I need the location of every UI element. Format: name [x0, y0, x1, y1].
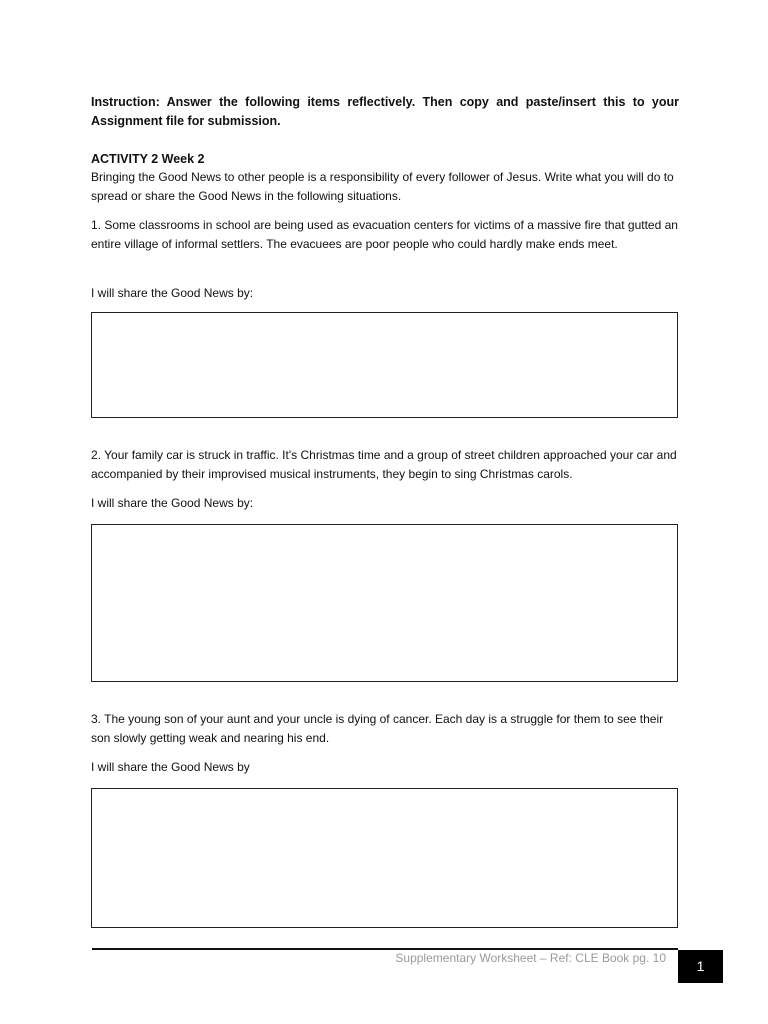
item-1-text: 1. Some classrooms in school are being used as evacuation centers for victims of a massive fire that gutted an entire village of informal settlers. The evacuees are poor people who could hardly make ends meet.: [91, 218, 678, 251]
item-1-answer-box[interactable]: [91, 312, 678, 418]
page-number: 1: [678, 950, 723, 983]
footer-reference: Supplementary Worksheet – Ref: CLE Book pg. 10: [395, 951, 666, 965]
item-2-answer-box[interactable]: [91, 524, 678, 682]
item-1-prompt: I will share the Good News by:: [91, 286, 254, 300]
item-3-answer-box[interactable]: [91, 788, 678, 928]
item-2-prompt: I will share the Good News by:: [91, 496, 254, 510]
instruction-text: Instruction: Answer the following items reflectively. Then copy and paste/insert this to your Assignment file for submission.: [91, 95, 679, 128]
item-3-text: 3. The young son of your aunt and your uncle is dying of cancer. Each day is a struggle for them to see their son slowly getting weak and nearing his end.: [91, 712, 664, 745]
item-3-prompt: I will share the Good News by: [91, 760, 250, 774]
activity-title: ACTIVITY 2 Week 2: [91, 152, 205, 166]
item-2-text: 2. Your family car is struck in traffic. It's Christmas time and a group of street children approached your car and accompanied by their improvised musical instruments, they begin to sing Christmas carols.: [91, 448, 677, 481]
activity-intro: Bringing the Good News to other people is a responsibility of every follower of Jesus. Write what you will do to spread or share the Good News in the following situations.: [91, 170, 674, 203]
